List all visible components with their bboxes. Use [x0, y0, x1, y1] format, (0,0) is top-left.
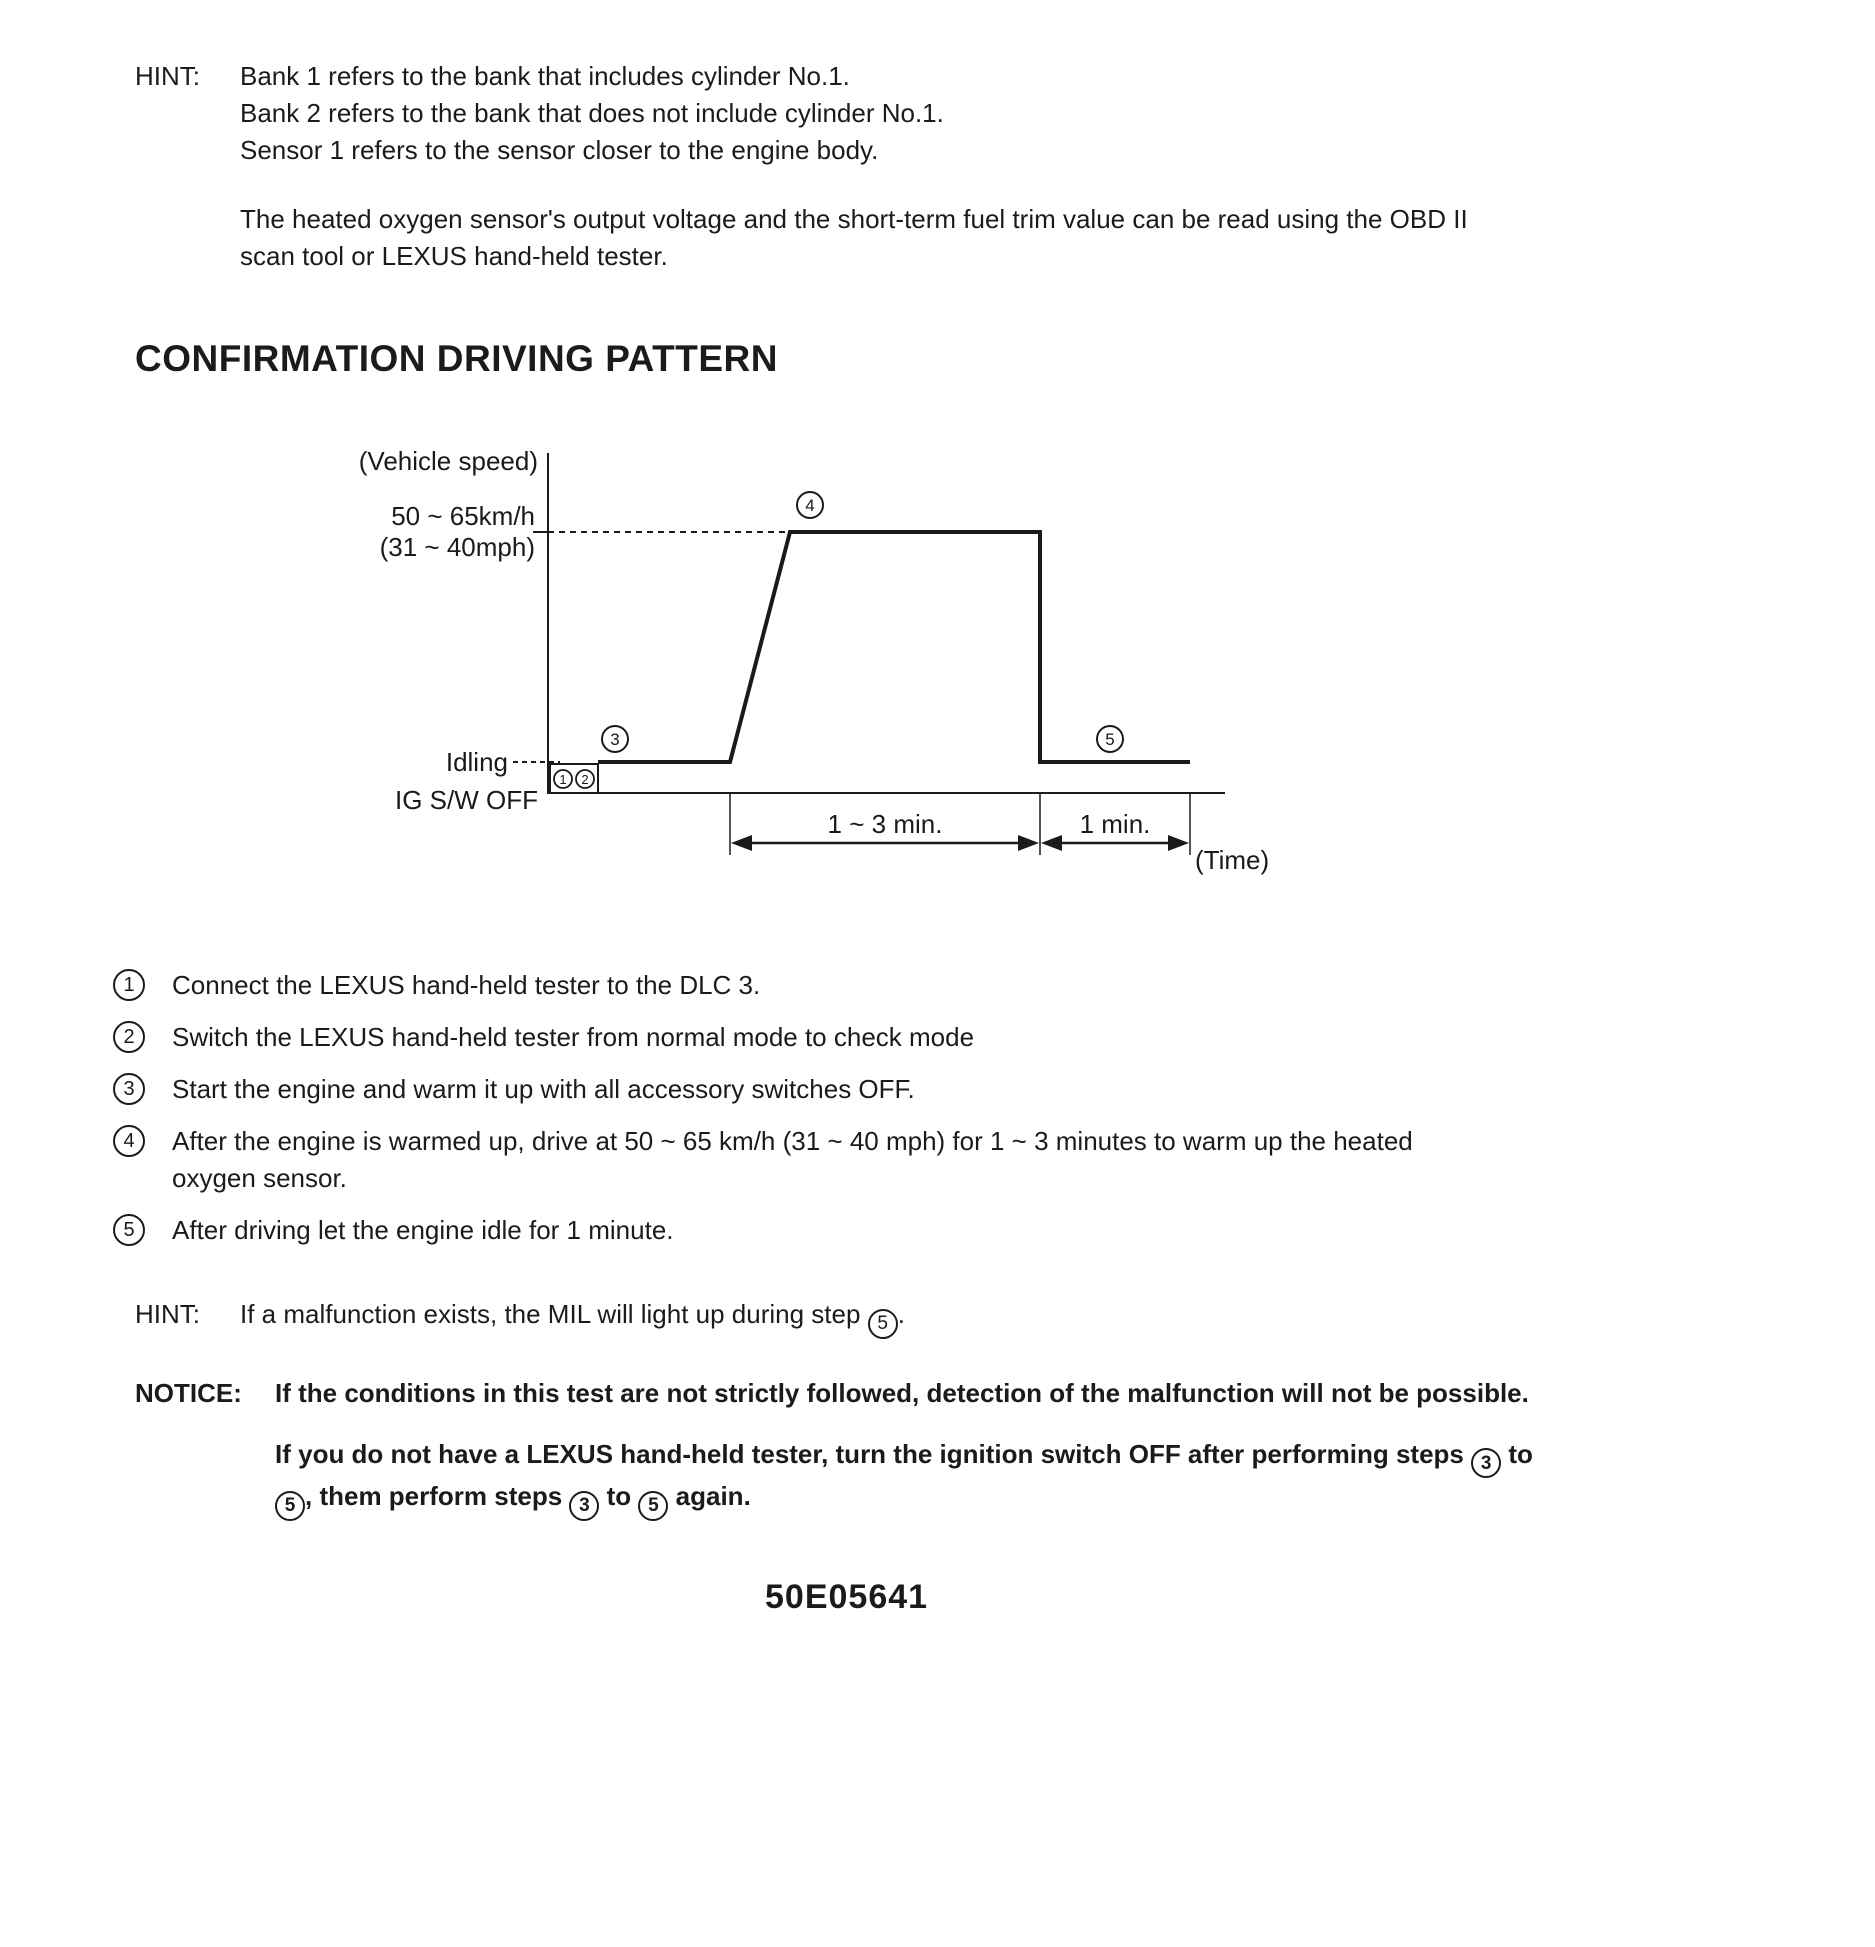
hint-top-block — [135, 58, 1785, 275]
hint-top-label: HINT: — [135, 61, 200, 91]
hint-bottom-after: . — [897, 1299, 905, 1330]
hint-bottom-block — [135, 1296, 1785, 1339]
notice-body — [275, 1375, 1535, 1521]
marker-4-number: 4 — [805, 496, 815, 516]
speed-range-mph-label: (31 ~ 40mph) — [379, 532, 535, 563]
step-row-3 — [113, 1071, 1785, 1108]
procedure-steps — [123, 967, 1785, 1248]
step-5-inline-marker: 5 — [868, 1309, 898, 1339]
step-5-text: After driving let the engine idle for 1 minute. — [172, 1214, 674, 1245]
section-heading: CONFIRMATION DRIVING PATTERN — [135, 337, 778, 379]
idle-interval-label: 1 min. — [1079, 809, 1151, 840]
step-row-2 — [113, 1019, 1785, 1056]
marker-1-number: 1 — [559, 772, 567, 788]
step-5-inline-marker-a: 5 — [275, 1491, 305, 1521]
arrow-head-right2-icon — [1168, 835, 1189, 851]
step-5-number: 5 — [123, 1218, 135, 1241]
step-row-1 — [113, 967, 1785, 1004]
notice-block — [135, 1375, 1785, 1521]
step-1-marker — [113, 969, 145, 1001]
hint-top-lines — [240, 58, 1520, 169]
speed-range-kmh-label: 50 ~ 65km/h — [391, 501, 535, 532]
hint-line-3: Sensor 1 refers to the sensor closer to the engine body. — [240, 134, 879, 165]
step-2-text: Switch the LEXUS hand-held tester from normal mode to check mode — [172, 1021, 975, 1052]
notice-paragraph-1: If the conditions in this test are not strictly followed, detection of the malfunction will not be possible. — [275, 1377, 1529, 1408]
speed-trace — [598, 532, 1190, 762]
step-3-inline-marker-a: 3 — [1471, 1448, 1501, 1478]
arrow-head-left2-icon — [1041, 835, 1062, 851]
step-4-text: After the engine is warmed up, drive at 50 ~ 65 km/h (31 ~ 40 mph) for 1 ~ 3 minutes to warm up the heated oxygen sensor. — [172, 1125, 1413, 1193]
notice-paragraph-2: If you do not have a LEXUS hand-held tester, turn the ignition switch OFF after performing steps 3 to 5 , them perform steps 3 to 5 again. — [275, 1436, 1535, 1521]
step-5-inline-marker-b: 5 — [638, 1491, 668, 1521]
step-3-inline-marker-b: 3 — [569, 1491, 599, 1521]
step-3-marker — [113, 1073, 145, 1105]
drive-interval-label: 1 ~ 3 min. — [827, 809, 943, 840]
step-1-number: 1 — [123, 973, 135, 996]
step-3-text: Start the engine and warm it up with all accessory switches OFF. — [172, 1073, 915, 1104]
notice-label: NOTICE: — [135, 1377, 242, 1408]
hint-bottom-before: If a malfunction exists, the MIL will light up during step — [240, 1299, 861, 1330]
hint-top-paragraph: The heated oxygen sensor's output voltage and the short-term fuel trim value can be read using the OBD II scan tool or LEXUS hand-held tester. — [240, 203, 1468, 271]
document-code: 50E05641 — [765, 1577, 929, 1616]
step-row-5 — [113, 1212, 1785, 1249]
hint-bottom-text — [240, 1296, 905, 1339]
step-1-text: Connect the LEXUS hand-held tester to the DLC 3. — [172, 969, 761, 1000]
step-5-marker — [113, 1214, 145, 1246]
step-4-marker — [113, 1125, 145, 1157]
step-row-4 — [113, 1123, 1785, 1197]
arrow-head-left-icon — [731, 835, 752, 851]
step-3-number: 3 — [123, 1077, 135, 1100]
arrow-head-right-icon — [1018, 835, 1039, 851]
hint-top-body — [240, 58, 1520, 275]
driving-pattern-diagram — [353, 437, 1785, 907]
marker-2-number: 2 — [581, 772, 589, 788]
step-2-marker — [113, 1021, 145, 1053]
marker-3-number: 3 — [610, 730, 620, 750]
step-4-number: 4 — [123, 1129, 135, 1152]
hint-bottom-label: HINT: — [135, 1299, 200, 1330]
idling-label: Idling — [445, 747, 508, 778]
hint-line-1: Bank 1 refers to the bank that includes cylinder No.1. — [240, 61, 850, 91]
step-2-number: 2 — [123, 1025, 135, 1048]
time-axis-label: (Time) — [1195, 845, 1270, 876]
driving-pattern-chart — [353, 437, 1273, 897]
hint-line-2: Bank 2 refers to the bank that does not include cylinder No.1. — [240, 97, 944, 128]
vehicle-speed-axis-label: (Vehicle speed) — [358, 446, 538, 477]
ig-sw-off-label: IG S/W OFF — [395, 785, 538, 816]
marker-5-number: 5 — [1105, 730, 1115, 750]
